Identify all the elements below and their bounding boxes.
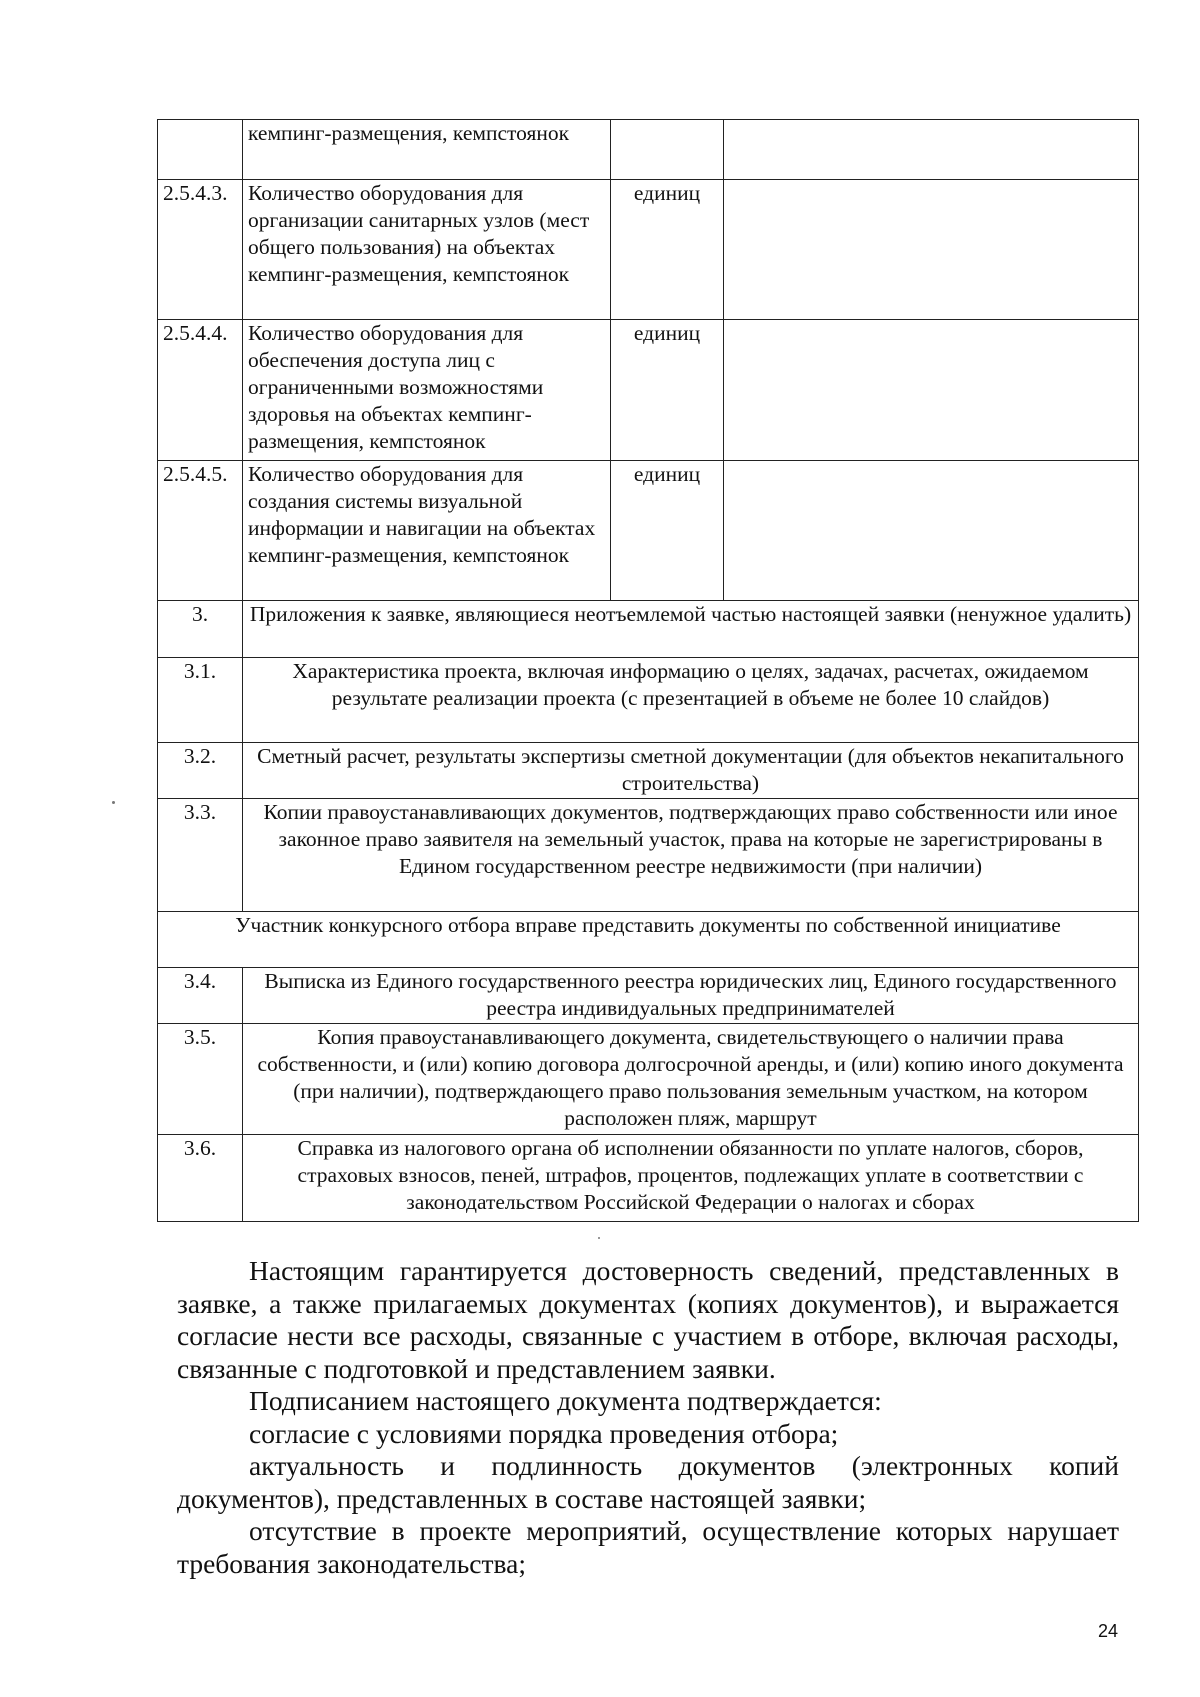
item-text: Характеристика проекта, включая информацию о целях, задачах, расчетах, ожидаемом результате реализации проекта (с презентацией в объеме не более 10 слайдов) xyxy=(243,658,1139,743)
section-title: Приложения к заявке, являющиеся неотъемлемой частью настоящей заявки (ненужное удалить) xyxy=(243,601,1139,658)
unit-cell: единиц xyxy=(611,180,724,320)
scan-speck xyxy=(112,801,115,804)
table-row xyxy=(158,1024,1139,1135)
table-row xyxy=(158,658,1139,743)
page-number: 24 xyxy=(1098,1621,1119,1641)
optional-header-row xyxy=(158,912,1139,968)
paragraph-consent: согласие с условиями порядка проведения отбора; xyxy=(249,1417,839,1449)
item-number: 3.1. xyxy=(158,658,243,743)
paragraph-compliance: отсутствие в проекте мероприятий, осуществление которых нарушает требования законодательства; xyxy=(177,1515,1119,1579)
value-cell xyxy=(724,120,1139,180)
value-cell xyxy=(724,461,1139,601)
paragraph-signing: Подписанием настоящего документа подтверждается: xyxy=(249,1385,882,1416)
row-number: 2.5.4.4. xyxy=(158,320,243,461)
indicator-name: Количество оборудования для создания системы визуальной информации и навигации на объектах кемпинг-размещения, кемпстоянок xyxy=(243,461,611,601)
indicator-name: кемпинг-размещения, кемпстоянок xyxy=(243,120,611,180)
item-number: 3.5. xyxy=(158,1024,243,1135)
item-text: Копия правоустанавливающего документа, свидетельствующего о наличии права собственности, и (или) копию договора долгосрочной аренды, и (или) копию иного документа (при наличии), подтверждающего право пользования земельным участком, на котором расположен пляж, маршрут xyxy=(243,1024,1139,1135)
optional-header: Участник конкурсного отбора вправе представить документы по собственной инициативе xyxy=(158,912,1139,968)
scan-speck xyxy=(598,1237,600,1239)
table-row xyxy=(158,1135,1139,1222)
table-row xyxy=(158,743,1139,799)
unit-cell: единиц xyxy=(611,320,724,461)
table-row xyxy=(158,968,1139,1024)
unit-cell: единиц xyxy=(611,461,724,601)
table-row xyxy=(158,120,1139,180)
row-number: 2.5.4.3. xyxy=(158,180,243,320)
paragraph-guarantee: Настоящим гарантируется достоверность сведений, представленных в заявке, а также прилагаемых документах (копиях документов), и выражается согласие нести все расходы, связанные с участием в отборе, включая расходы, связанные с подготовкой и представлением заявки. xyxy=(177,1255,1119,1384)
value-cell xyxy=(724,180,1139,320)
indicator-name: Количество оборудования для обеспечения доступа лиц с ограниченными возможностями здоровья на объектах кемпинг-размещения, кемпстоянок xyxy=(243,320,611,461)
row-number: 2.5.4.5. xyxy=(158,461,243,601)
item-number: 3.2. xyxy=(158,743,243,799)
body-text xyxy=(177,1255,1119,1580)
item-text: Справка из налогового органа об исполнении обязанности по уплате налогов, сборов, страховых взносов, пеней, штрафов, процентов, подлежащих уплате в соответствии с законодательством Российской Федерации о налогах и сборах xyxy=(243,1135,1139,1222)
item-number: 3.6. xyxy=(158,1135,243,1222)
item-number: 3.4. xyxy=(158,968,243,1024)
table-row xyxy=(158,461,1139,601)
item-text: Копии правоустанавливающих документов, подтверждающих право собственности или иное законное право заявителя на земельный участок, права на которые не зарегистрированы в Едином государственном реестре недвижимости (при наличии) xyxy=(243,799,1139,912)
item-text: Выписка из Единого государственного реестра юридических лиц, Единого государственного реестра индивидуальных предпринимателей xyxy=(243,968,1139,1024)
indicator-name: Количество оборудования для организации санитарных узлов (мест общего пользования) на объектах кемпинг-размещения, кемпстоянок xyxy=(243,180,611,320)
application-table xyxy=(157,119,1139,1222)
table-row xyxy=(158,180,1139,320)
table-row xyxy=(158,799,1139,912)
item-number: 3.3. xyxy=(158,799,243,912)
row-number xyxy=(158,120,243,180)
paragraph-authenticity: актуальность и подлинность документов (электронных копий документов), представленных в составе настоящей заявки; xyxy=(177,1450,1119,1514)
table-row xyxy=(158,320,1139,461)
section-number: 3. xyxy=(158,601,243,658)
item-text: Сметный расчет, результаты экспертизы сметной документации (для объектов некапитального строительства) xyxy=(243,743,1139,799)
section-row xyxy=(158,601,1139,658)
value-cell xyxy=(724,320,1139,461)
unit-cell xyxy=(611,120,724,180)
